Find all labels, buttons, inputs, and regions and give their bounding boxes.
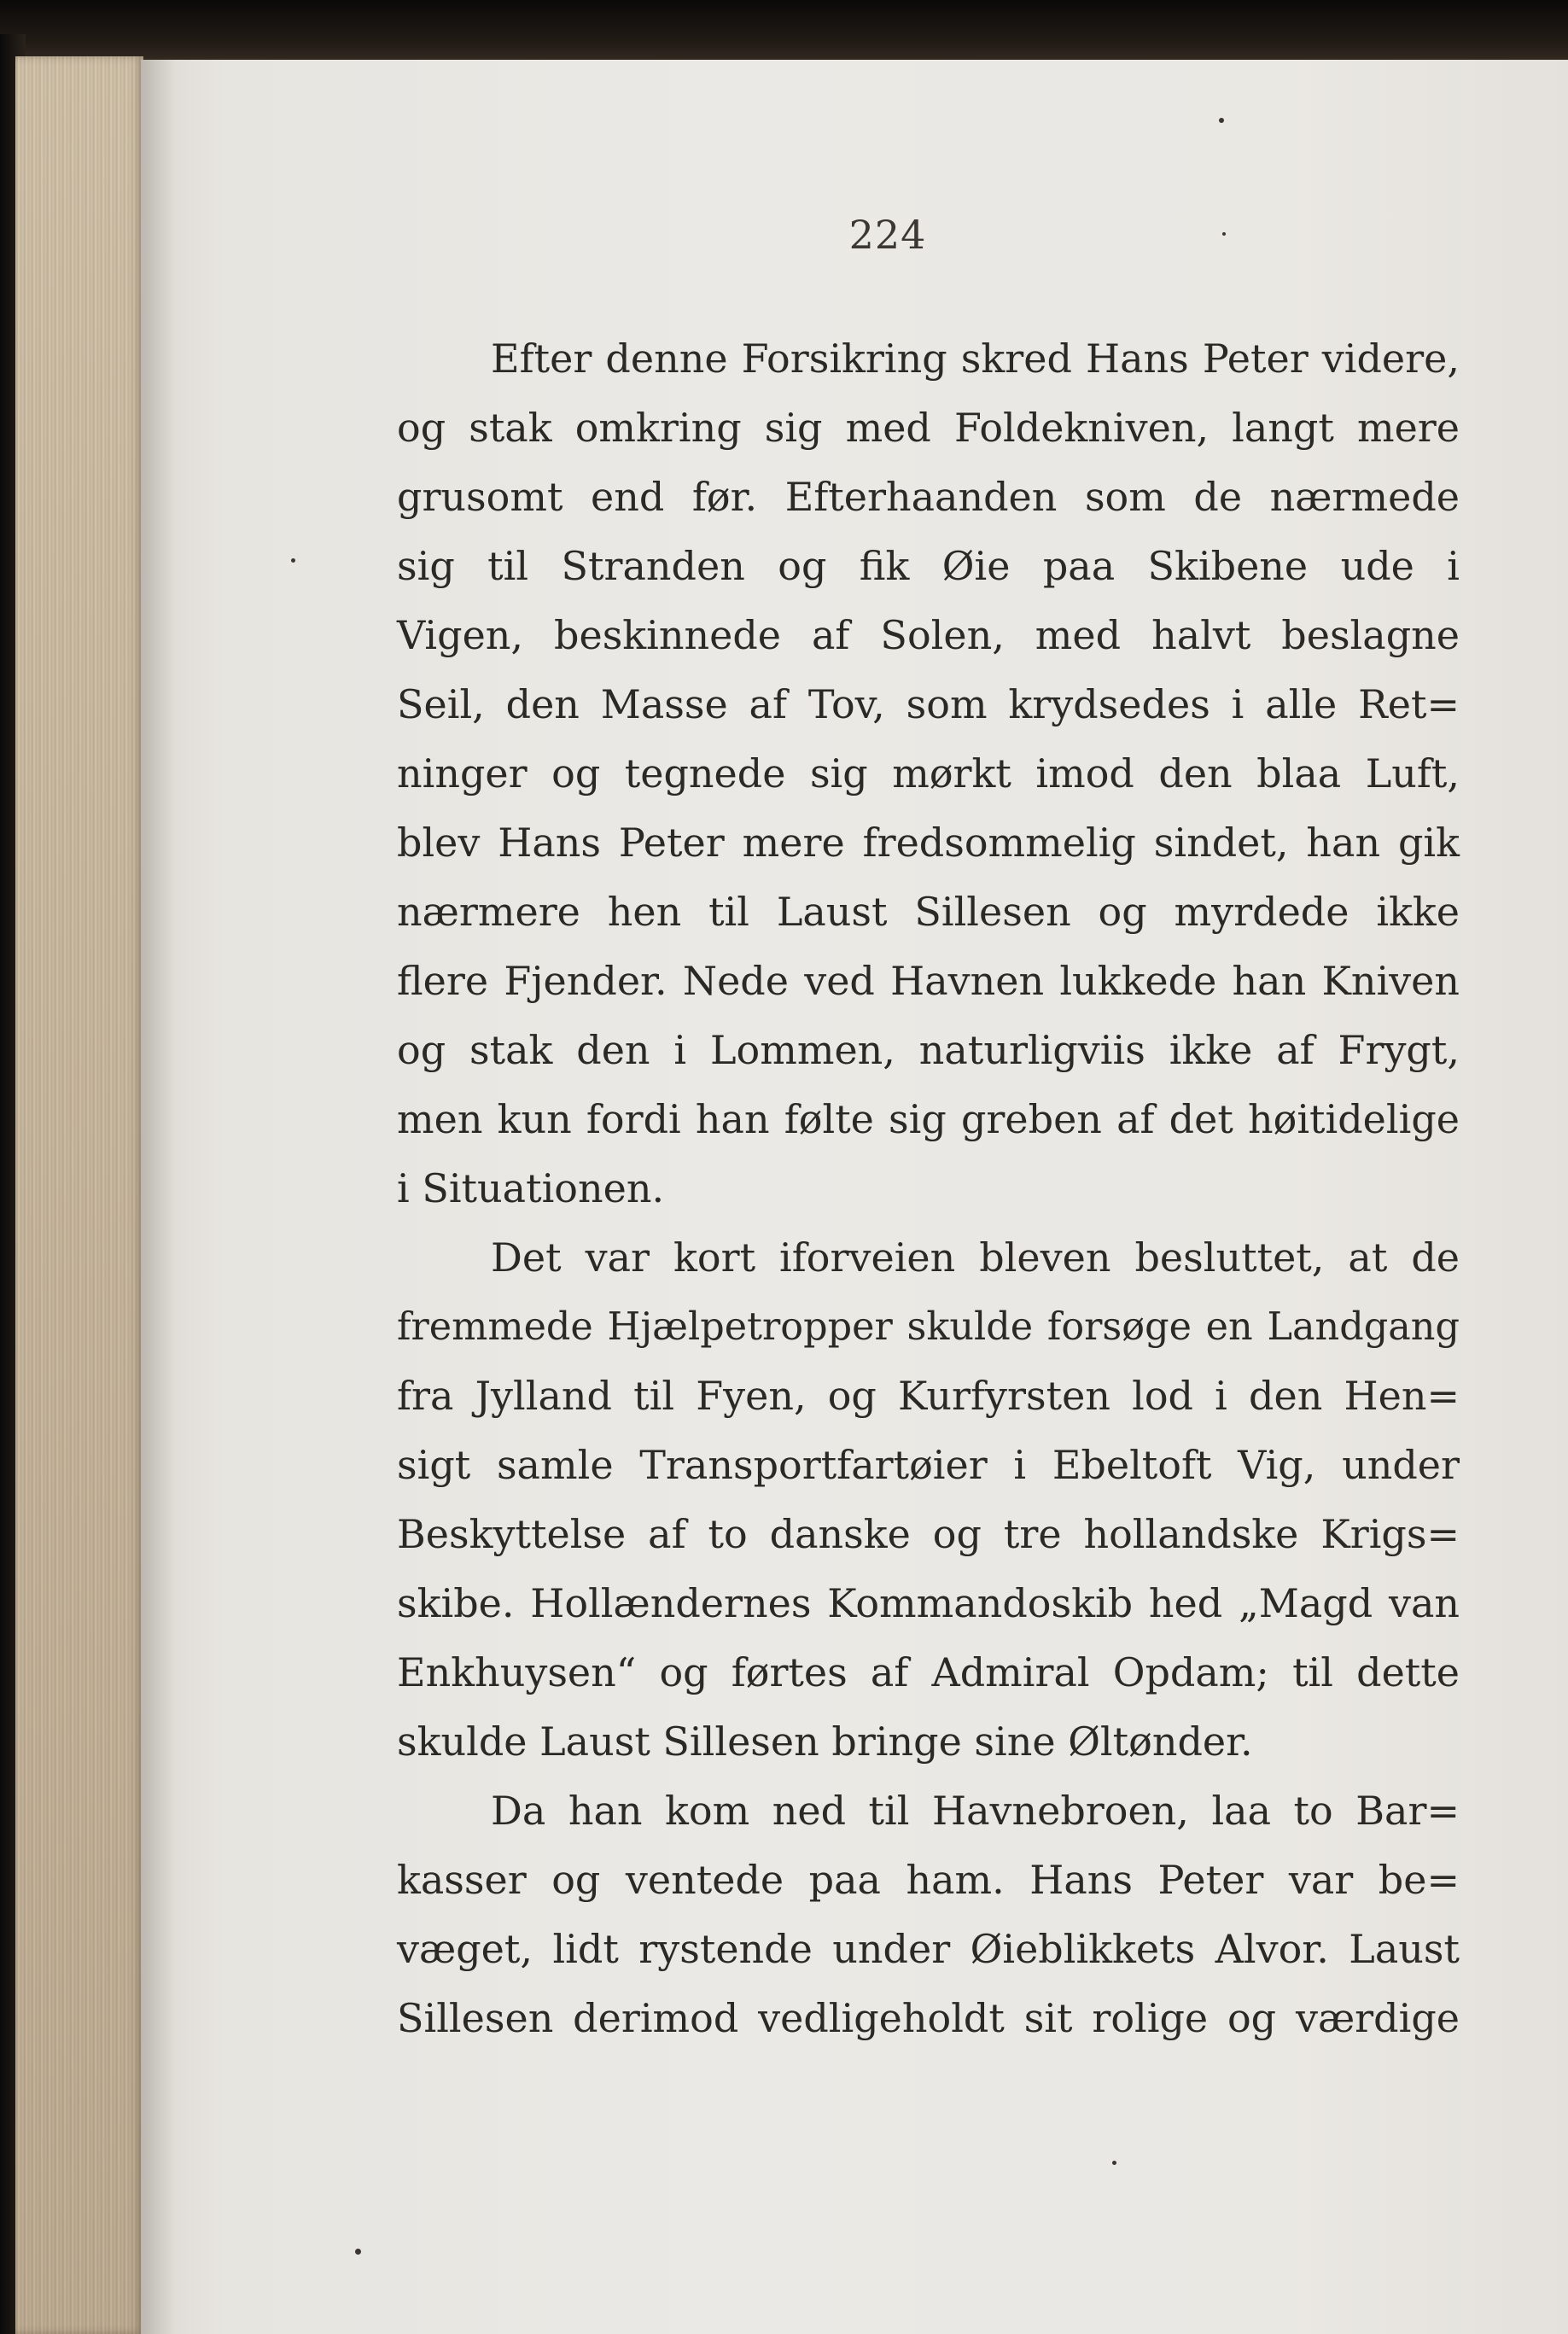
text-line: Vigen, beskinnede af Solen, med halvt beslagne <box>397 612 1460 658</box>
page-stack-edges <box>15 56 143 2334</box>
text-line: sig til Stranden og fik Øie paa Skibene ude i <box>397 543 1460 589</box>
text-line: kasser og ventede paa ham. Hans Peter var be= <box>397 1857 1460 1903</box>
text-line: og stak omkring sig med Foldekniven, langt mere <box>397 405 1460 451</box>
text-line: skibe. Hollændernes Kommandoskib hed „Magd van <box>397 1580 1460 1626</box>
body-text <box>397 324 1460 2053</box>
text-line: sigt samle Transportfartøier i Ebeltoft Vig, under <box>397 1442 1460 1488</box>
text-line: Seil, den Masse af Tov, som krydsedes i alle Ret= <box>397 681 1460 727</box>
book-cover-top-edge <box>0 0 1568 68</box>
paper-speck <box>291 558 295 563</box>
gutter-shadow <box>141 60 175 2334</box>
text-line: flere Fjender. Nede ved Havnen lukkede han Kniven <box>397 958 1460 1004</box>
text-line: blev Hans Peter mere fredsommelig sindet, han gik <box>397 820 1460 866</box>
text-line: væget, lidt rystende under Øieblikkets Alvor. Laust <box>397 1926 1460 1972</box>
text-line: og stak den i Lommen, naturligviis ikke af Frygt, <box>397 1027 1460 1073</box>
text-line: i Situationen. <box>397 1165 665 1211</box>
text-line: fra Jylland til Fyen, og Kurfyrsten lod i den Hen= <box>397 1373 1460 1419</box>
text-line: Da han kom ned til Havnebroen, laa to Bar= <box>491 1788 1460 1834</box>
text-line: grusomt end før. Efterhaanden som de nærmede <box>397 474 1460 520</box>
text-line: ninger og tegnede sig mørkt imod den blaa Luft, <box>397 750 1460 796</box>
text-line: Sillesen derimod vedligeholdt sit rolige og værdige <box>397 1995 1460 2041</box>
paper-speck <box>1219 118 1224 123</box>
paper-speck <box>355 2249 361 2255</box>
text-line: Efter denne Forsikring skred Hans Peter videre, <box>491 336 1460 382</box>
text-line: Det var kort iforveien bleven besluttet, at de <box>491 1234 1460 1281</box>
paper-speck <box>1112 2161 1116 2165</box>
text-line: skulde Laust Sillesen bringe sine Øltønder. <box>397 1718 1253 1765</box>
text-line: nærmere hen til Laust Sillesen og myrdede ikke <box>397 889 1460 935</box>
paper-speck <box>1222 232 1226 236</box>
text-line: Enkhuysen“ og førtes af Admiral Opdam; til dette <box>397 1649 1460 1695</box>
page-number: 224 <box>848 212 927 258</box>
text-line: men kun fordi han følte sig greben af det høitidelige <box>397 1096 1460 1142</box>
text-line: Beskyttelse af to danske og tre hollandske Krigs= <box>397 1511 1460 1557</box>
text-line: fremmede Hjælpetropper skulde forsøge en Landgang <box>397 1304 1460 1349</box>
